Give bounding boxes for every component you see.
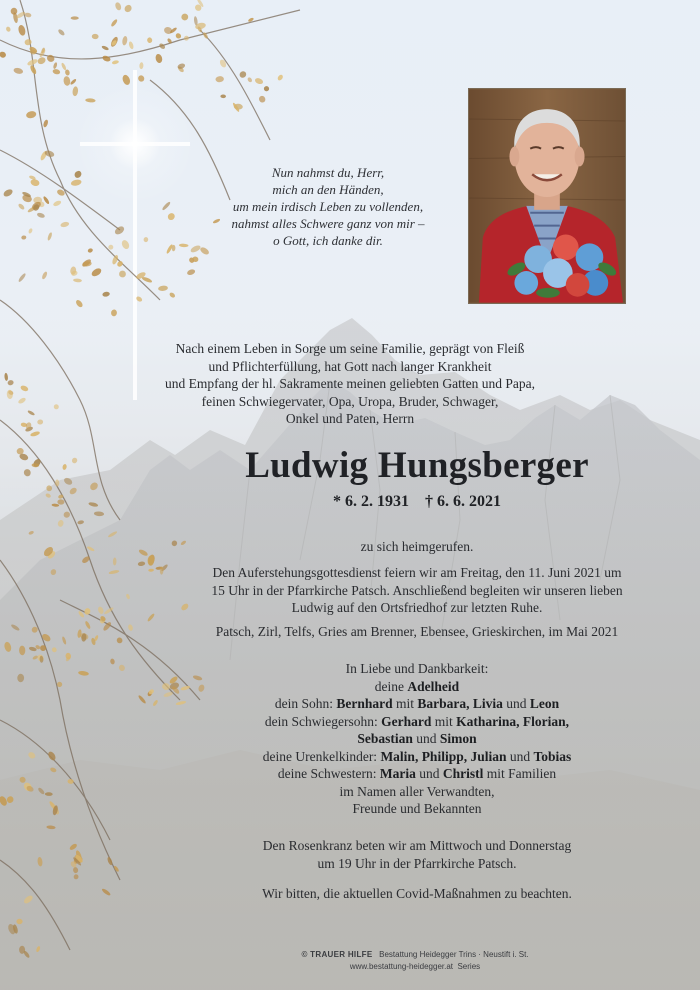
service-line: Ludwig auf den Ortsfriedhof zur letzten Ruhe. <box>291 600 543 615</box>
service-line: 15 Uhr in der Pfarrkirche Patsch. Anschließend begleiten wir unseren lieben <box>211 582 623 598</box>
mourner-wife: deine Adelheid <box>374 678 460 694</box>
called-home-line: zu sich heimgerufen. <box>360 539 474 554</box>
place-date-line: Patsch, Zirl, Telfs, Gries am Brenner, Ebensee, Grieskirchen, im Mai 2021 <box>215 624 619 639</box>
service-text <box>150 564 684 617</box>
intro-line: und Pflichterfüllung, hat Gott nach langer Krankheit <box>208 358 492 374</box>
mourner-friends: Freunde und Bekannten <box>352 801 482 816</box>
intro-line: und Empfang der hl. Sakramente meinen geliebten Gatten und Papa, <box>164 376 535 391</box>
footer-website[interactable]: www.bestattung-heidegger.at <box>349 962 454 971</box>
mourners-list <box>150 660 684 818</box>
leaf <box>16 919 22 924</box>
death-date: † 6. 6. 2021 <box>425 493 501 510</box>
deceased-name: Ludwig Hungsberger <box>245 445 589 486</box>
called-home-text <box>150 538 684 556</box>
intro-line: feinen Schwiegervater, Opa, Uropa, Bruder, Schwager, <box>201 393 499 409</box>
intro-line: Onkel und Paten, Herrn <box>285 411 415 426</box>
place-date <box>150 623 684 641</box>
mourner-son-in-law: dein Schwiegersohn: Gerhard mit Katharina, Florian, <box>264 713 570 729</box>
rosary-line: Den Rosenkranz beten wir am Mittwoch und Donnerstag <box>262 838 572 853</box>
intro-line: Nach einem Leben in Sorge um seine Familie, geprägt von Fleiß <box>175 341 525 356</box>
mourner-relatives: im Namen aller Verwandten, <box>339 783 495 799</box>
poem-line: nahmst alles Schwere ganz von mir – <box>231 216 425 231</box>
portrait-photo <box>468 88 626 304</box>
mourner-son-in-law-cont: Sebastian und Simon <box>357 731 477 746</box>
poem-line: um mein irdisch Leben zu vollenden, <box>232 199 424 214</box>
life-dates <box>0 493 700 511</box>
poem-line: o Gott, ich danke dir. <box>273 233 383 248</box>
mourner-great-grandchildren: deine Urenkelkinder: Malin, Philipp, Julian und Tobias <box>262 748 572 764</box>
rosary-text <box>150 837 684 872</box>
footer-company: Bestattung Heidegger Trins · Neustift i. St. <box>379 950 529 959</box>
mourner-son: dein Sohn: Bernhard mit Barbara, Livia und Leon <box>274 696 560 711</box>
intro-text <box>150 340 550 428</box>
leaf <box>71 16 79 19</box>
covid-line: Wir bitten, die aktuellen Covid-Maßnahmen zu beachten. <box>262 886 572 901</box>
service-line: Den Auferstehungsgottesdienst feiern wir am Freitag, den 11. Juni 2021 um <box>212 565 622 580</box>
poem <box>200 164 456 249</box>
birth-date: * 6. 2. 1931 <box>333 493 409 510</box>
poem-line: mich an den Händen, <box>272 182 384 197</box>
mourner-sisters: deine Schwestern: Maria und Christl mit Familien <box>277 766 557 781</box>
footer <box>200 949 630 973</box>
poem-line: Nun nahmst du, Herr, <box>271 165 385 180</box>
footer-series: Series <box>457 962 481 971</box>
mourners-heading: In Liebe und Dankbarkeit: <box>345 661 489 676</box>
footer-brand: © TRAUER HILFE <box>301 950 373 959</box>
rosary-line: um 19 Uhr in der Pfarrkirche Patsch. <box>317 855 517 871</box>
covid-notice <box>150 885 684 903</box>
